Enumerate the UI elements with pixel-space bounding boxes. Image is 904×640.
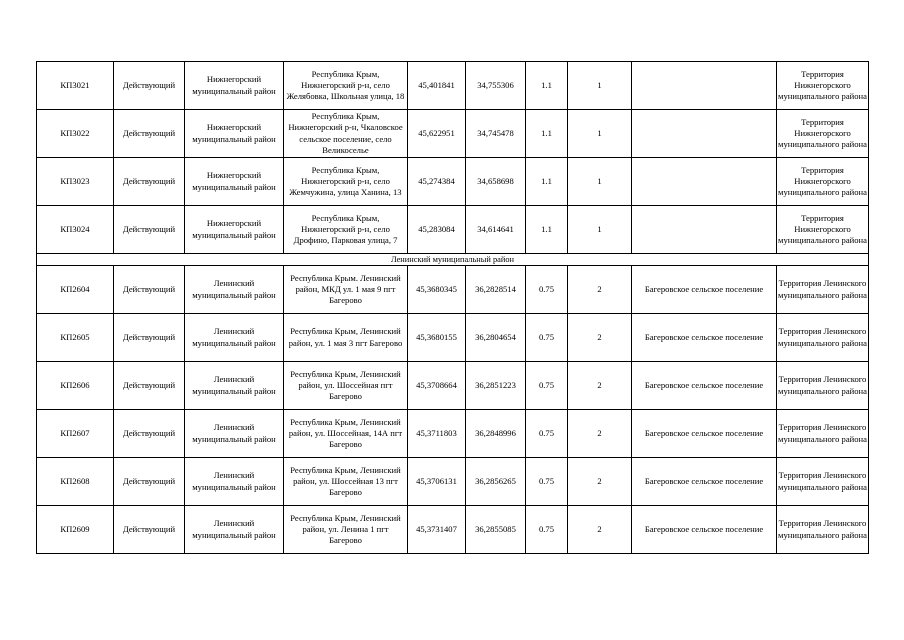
table-row: [37, 506, 869, 554]
status-cell: Действующий: [114, 206, 185, 254]
code-cell: КП3021: [37, 62, 114, 110]
table-row: [37, 206, 869, 254]
territory-cell: Территория Ленинского муниципального района: [777, 458, 869, 506]
status-cell: Действующий: [114, 62, 185, 110]
longitude-cell: 34,658698: [466, 158, 526, 206]
district-cell: Нижнегорский муниципальный район: [185, 62, 284, 110]
address-cell: Республика Крым, Ленинский район, ул. Шоссейная пгт Багерово: [284, 362, 408, 410]
address-cell: Республика Крым, Нижнегорский р-н, село Жемчужина, улица Ханина, 13: [284, 158, 408, 206]
code-cell: КП2608: [37, 458, 114, 506]
territory-cell: Территория Ленинского муниципального района: [777, 314, 869, 362]
district-cell: Ленинский муниципальный район: [185, 458, 284, 506]
settlement-cell: Багеровское сельское поселение: [632, 314, 777, 362]
latitude-cell: 45,401841: [408, 62, 466, 110]
longitude-cell: 36,2848996: [466, 410, 526, 458]
table-row: [37, 314, 869, 362]
status-cell: Действующий: [114, 458, 185, 506]
longitude-cell: 36,2851223: [466, 362, 526, 410]
count-cell: 2: [568, 458, 632, 506]
longitude-cell: 34,745478: [466, 110, 526, 158]
code-cell: КП2609: [37, 506, 114, 554]
territory-cell: Территория Ленинского муниципального района: [777, 266, 869, 314]
status-cell: Действующий: [114, 110, 185, 158]
count-cell: 2: [568, 266, 632, 314]
latitude-cell: 45,274384: [408, 158, 466, 206]
settlement-cell: [632, 158, 777, 206]
longitude-cell: 36,2856265: [466, 458, 526, 506]
volume-cell: 1.1: [526, 206, 568, 254]
table-row: [37, 110, 869, 158]
volume-cell: 1.1: [526, 62, 568, 110]
count-cell: 2: [568, 314, 632, 362]
district-cell: Нижнегорский муниципальный район: [185, 206, 284, 254]
address-cell: Республика Крым. Ленинский район, МКД ул. 1 мая 9 пгт Багерово: [284, 266, 408, 314]
latitude-cell: 45,3706131: [408, 458, 466, 506]
latitude-cell: 45,3708664: [408, 362, 466, 410]
table-row: [37, 362, 869, 410]
latitude-cell: 45,3731407: [408, 506, 466, 554]
code-cell: КП3022: [37, 110, 114, 158]
address-cell: Республика Крым, Ленинский район, ул. Шоссейная, 14А пгт Багерово: [284, 410, 408, 458]
table-body: [37, 62, 869, 554]
latitude-cell: 45,283084: [408, 206, 466, 254]
address-cell: Республика Крым, Нижнегорский р-н, село Желябовка, Школьная улица, 18: [284, 62, 408, 110]
code-cell: КП3024: [37, 206, 114, 254]
volume-cell: 0.75: [526, 362, 568, 410]
registry-table: [36, 61, 869, 554]
status-cell: Действующий: [114, 410, 185, 458]
territory-cell: Территория Ленинского муниципального района: [777, 362, 869, 410]
table-row: [37, 62, 869, 110]
territory-cell: Территория Ленинского муниципального района: [777, 410, 869, 458]
district-cell: Ленинский муниципальный район: [185, 362, 284, 410]
territory-cell: Территория Нижнегорского муниципального района: [777, 158, 869, 206]
count-cell: 2: [568, 506, 632, 554]
settlement-cell: Багеровское сельское поселение: [632, 266, 777, 314]
territory-cell: Территория Нижнегорского муниципального района: [777, 62, 869, 110]
table-row: [37, 266, 869, 314]
latitude-cell: 45,3680155: [408, 314, 466, 362]
latitude-cell: 45,622951: [408, 110, 466, 158]
latitude-cell: 45,3680345: [408, 266, 466, 314]
section-header-row: [37, 254, 869, 266]
table-row: [37, 410, 869, 458]
count-cell: 2: [568, 410, 632, 458]
settlement-cell: Багеровское сельское поселение: [632, 362, 777, 410]
code-cell: КП3023: [37, 158, 114, 206]
district-cell: Ленинский муниципальный район: [185, 314, 284, 362]
district-cell: Нижнегорский муниципальный район: [185, 158, 284, 206]
address-cell: Республика Крым, Ленинский район, ул. Ленина 1 пгт Багерово: [284, 506, 408, 554]
territory-cell: Территория Нижнегорского муниципального района: [777, 110, 869, 158]
section-title: Ленинский муниципальный район: [37, 254, 869, 266]
volume-cell: 1.1: [526, 110, 568, 158]
longitude-cell: 36,2855085: [466, 506, 526, 554]
territory-cell: Территория Нижнегорского муниципального района: [777, 206, 869, 254]
district-cell: Ленинский муниципальный район: [185, 410, 284, 458]
code-cell: КП2604: [37, 266, 114, 314]
volume-cell: 1.1: [526, 158, 568, 206]
address-cell: Республика Крым, Ленинский район, ул. Шоссейная 13 пгт Багерово: [284, 458, 408, 506]
status-cell: Действующий: [114, 506, 185, 554]
settlement-cell: Багеровское сельское поселение: [632, 458, 777, 506]
volume-cell: 0.75: [526, 458, 568, 506]
table-row: [37, 458, 869, 506]
district-cell: Нижнегорский муниципальный район: [185, 110, 284, 158]
code-cell: КП2606: [37, 362, 114, 410]
status-cell: Действующий: [114, 362, 185, 410]
count-cell: 1: [568, 158, 632, 206]
longitude-cell: 36,2804654: [466, 314, 526, 362]
volume-cell: 0.75: [526, 314, 568, 362]
volume-cell: 0.75: [526, 506, 568, 554]
count-cell: 1: [568, 62, 632, 110]
volume-cell: 0.75: [526, 266, 568, 314]
address-cell: Республика Крым, Нижнегорский р-н, Чкаловское сельское поселение, село Великоселье: [284, 110, 408, 158]
status-cell: Действующий: [114, 314, 185, 362]
status-cell: Действующий: [114, 266, 185, 314]
district-cell: Ленинский муниципальный район: [185, 266, 284, 314]
count-cell: 2: [568, 362, 632, 410]
count-cell: 1: [568, 110, 632, 158]
settlement-cell: [632, 62, 777, 110]
status-cell: Действующий: [114, 158, 185, 206]
code-cell: КП2605: [37, 314, 114, 362]
settlement-cell: [632, 206, 777, 254]
longitude-cell: 34,755306: [466, 62, 526, 110]
table-row: [37, 158, 869, 206]
longitude-cell: 36,2828514: [466, 266, 526, 314]
territory-cell: Территория Ленинского муниципального района: [777, 506, 869, 554]
code-cell: КП2607: [37, 410, 114, 458]
address-cell: Республика Крым, Ленинский район, ул. 1 мая 3 пгт Багерово: [284, 314, 408, 362]
count-cell: 1: [568, 206, 632, 254]
address-cell: Республика Крым, Нижнегорский р-н, село Дрофино, Парковая улица, 7: [284, 206, 408, 254]
district-cell: Ленинский муниципальный район: [185, 506, 284, 554]
settlement-cell: Багеровское сельское поселение: [632, 506, 777, 554]
settlement-cell: Багеровское сельское поселение: [632, 410, 777, 458]
latitude-cell: 45,3711803: [408, 410, 466, 458]
volume-cell: 0.75: [526, 410, 568, 458]
settlement-cell: [632, 110, 777, 158]
longitude-cell: 34,614641: [466, 206, 526, 254]
